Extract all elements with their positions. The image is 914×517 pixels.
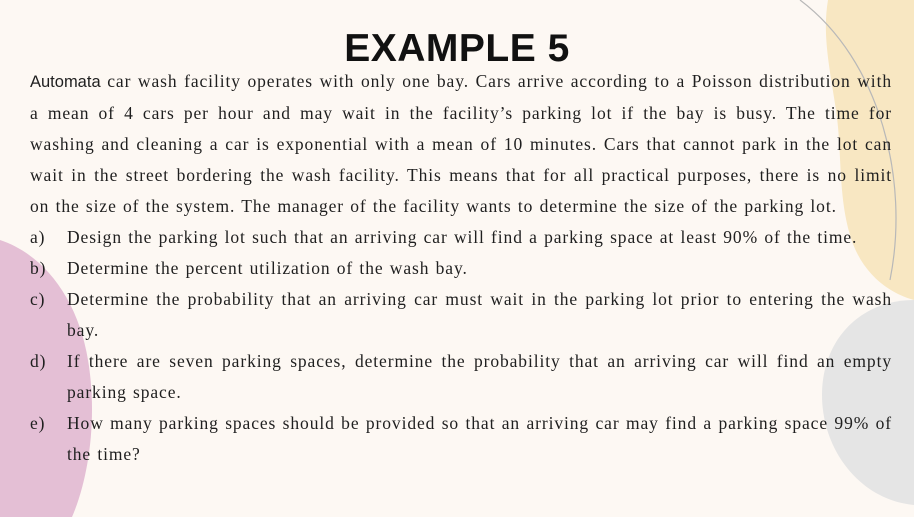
question-item <box>30 253 892 284</box>
question-marker: b) <box>30 258 47 278</box>
problem-statement <box>30 66 892 222</box>
question-item <box>30 284 892 346</box>
question-marker: d) <box>30 351 47 371</box>
intro-lead-word: Automata <box>30 73 101 91</box>
problem-body <box>30 66 892 470</box>
question-text: How many parking spaces should be provided so that an arriving car may find a parking space 99% of the time? <box>67 413 892 464</box>
slide-title: EXAMPLE 5 <box>344 27 570 71</box>
question-list <box>30 222 892 470</box>
question-marker: c) <box>30 289 46 309</box>
question-marker: a) <box>30 227 46 247</box>
question-item <box>30 346 892 408</box>
intro-text: car wash facility operates with only one bay. Cars arrive according to a Poisson distribution with a mean of 4 cars per hour and may wait in the facility’s parking lot if the bay is busy. The time for washing and cleaning a car is exponential with a mean of 10 minutes. Cars that cannot park in the lot can wait in the street bordering the wash facility. This means that for all practical purposes, there is no limit on the size of the system. The manager of the facility wants to determine the size of the parking lot. <box>30 71 892 216</box>
question-text: Determine the probability that an arriving car must wait in the parking lot prior to entering the wash bay. <box>67 289 892 340</box>
question-text: If there are seven parking spaces, determine the probability that an arriving car will find an empty parking space. <box>67 351 892 402</box>
question-item <box>30 222 892 253</box>
question-text: Design the parking lot such that an arriving car will find a parking space at least 90% of the time. <box>67 227 858 247</box>
question-text: Determine the percent utilization of the wash bay. <box>67 258 468 278</box>
question-item <box>30 408 892 470</box>
question-marker: e) <box>30 413 46 433</box>
